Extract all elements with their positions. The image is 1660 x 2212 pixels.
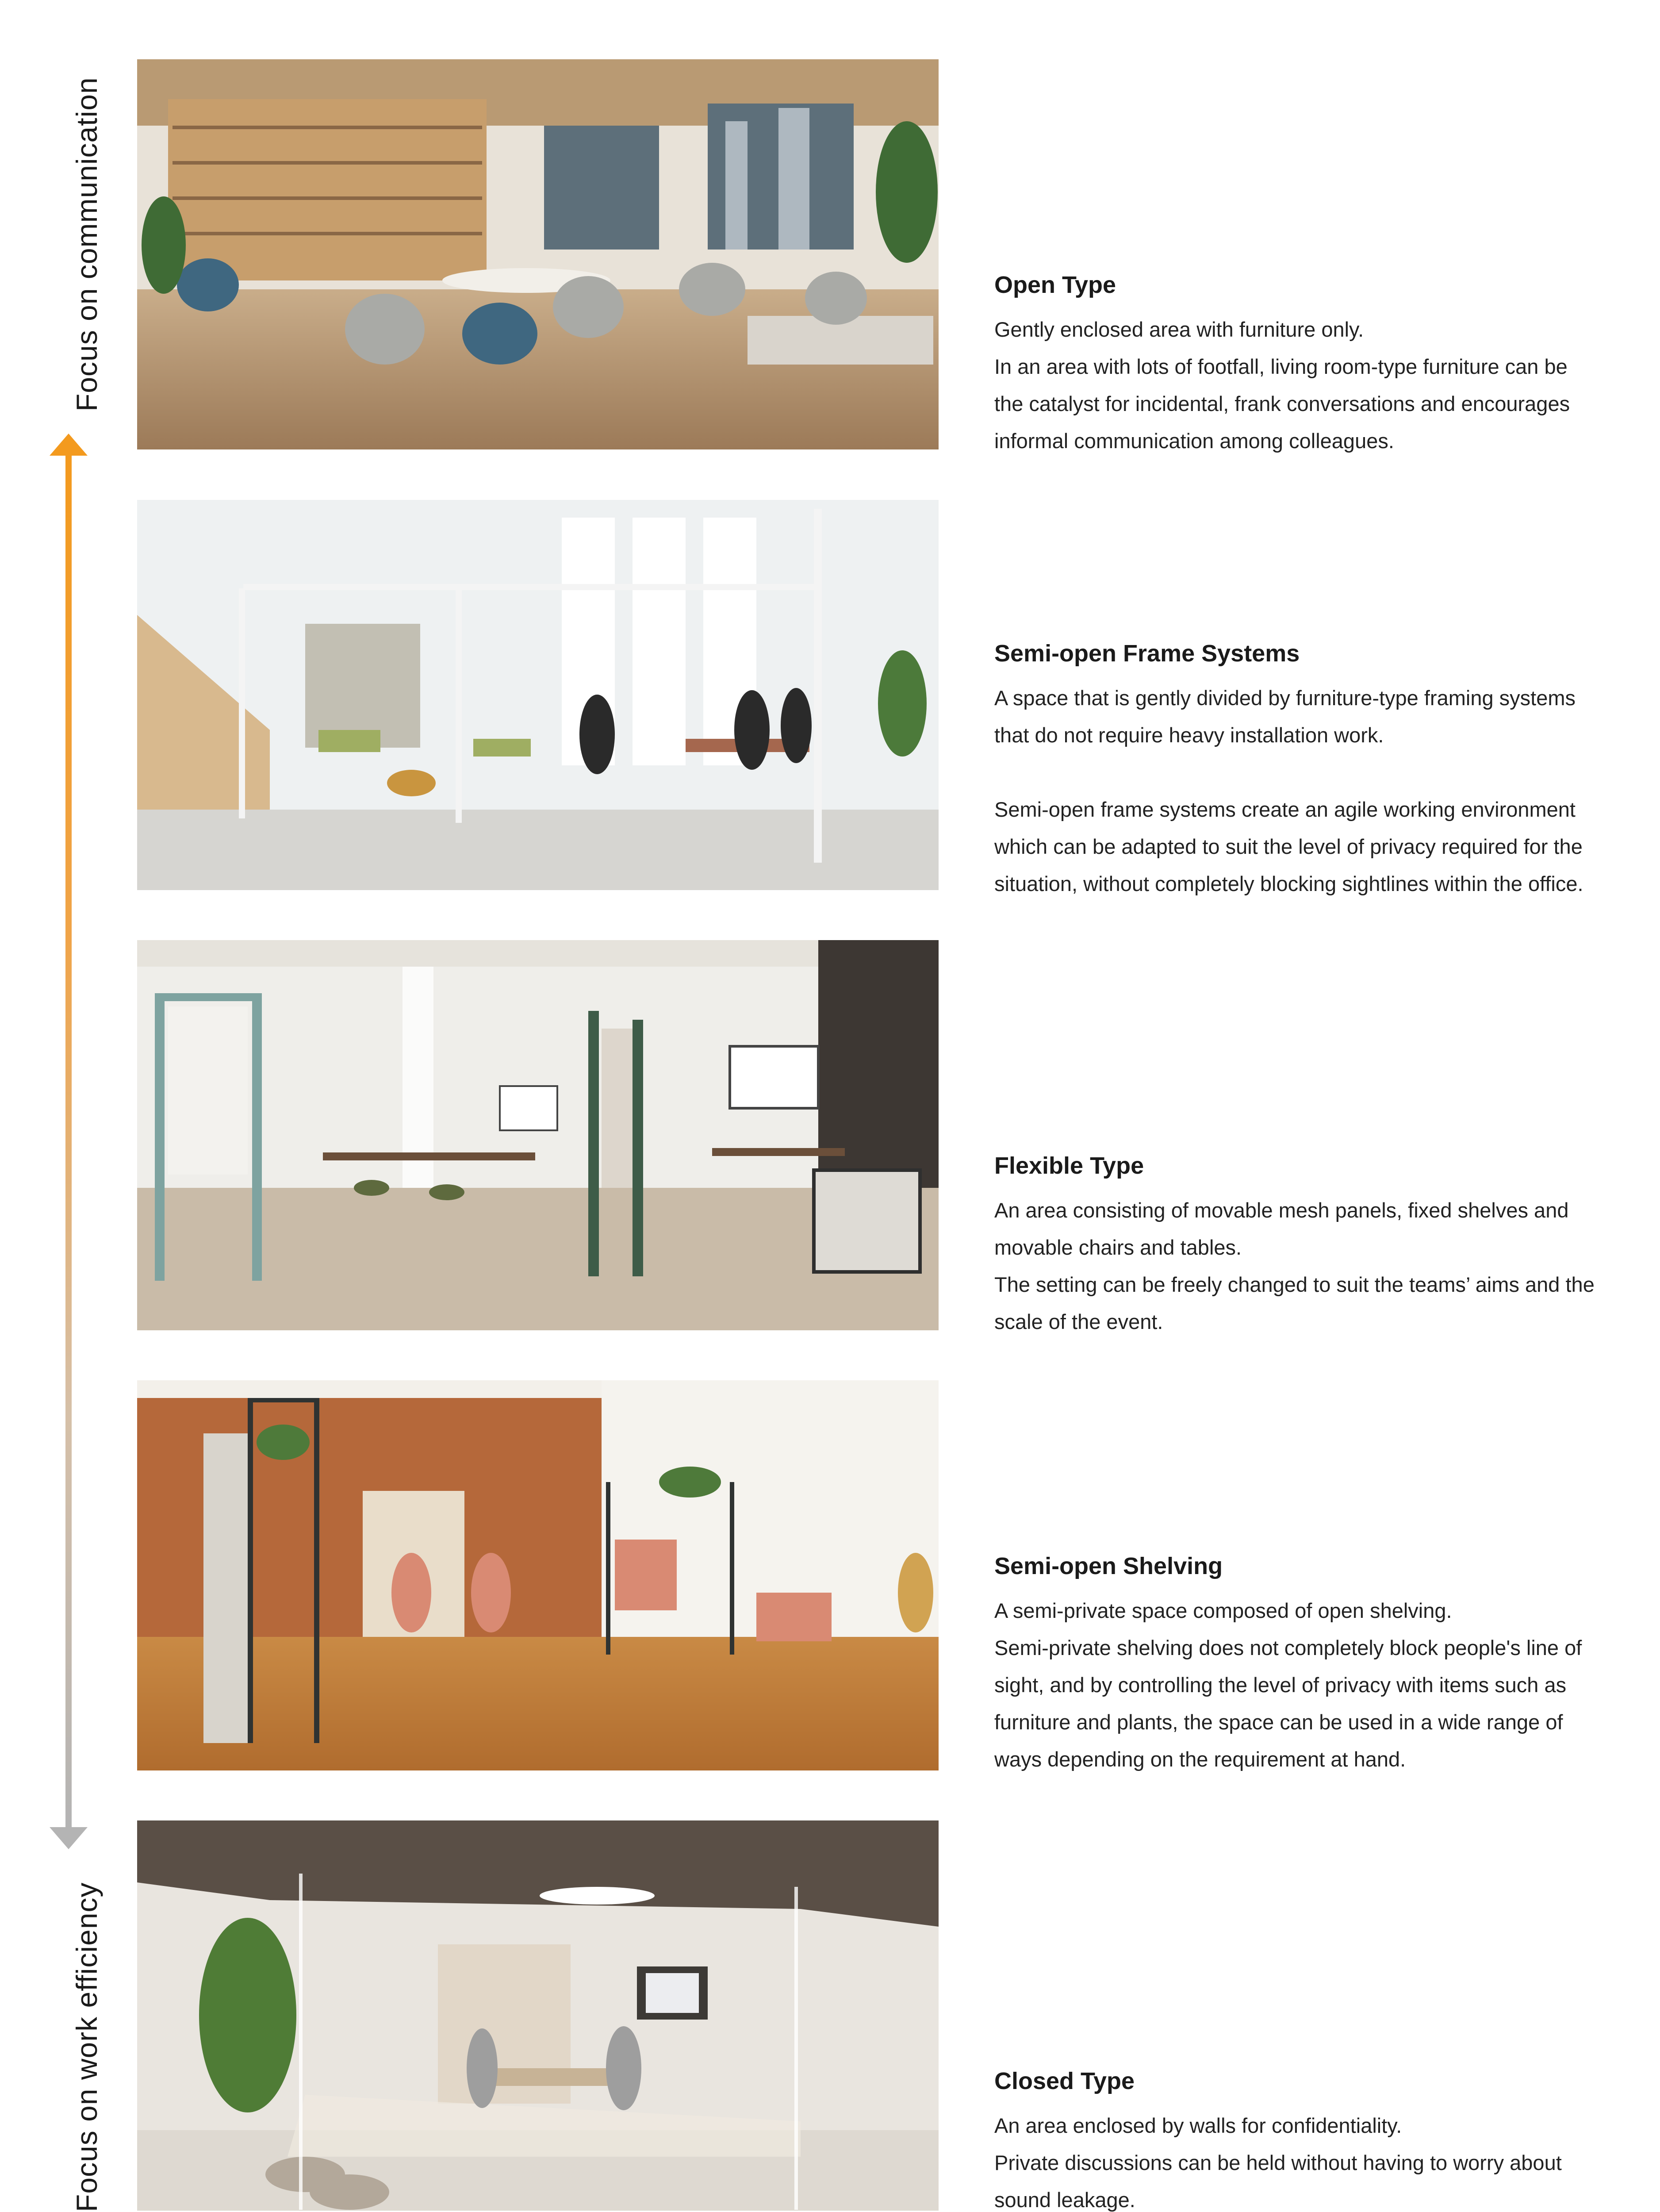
- section-line: In an area with lots of footfall, living room-type furniture can be: [994, 354, 1568, 378]
- section-line: Semi-open frame systems create an agile working environment: [994, 797, 1576, 821]
- section-title: Flexible Type: [994, 1152, 1144, 1179]
- photo-open-type: [137, 59, 939, 449]
- section-line: the catalyst for incidental, frank conversations and encourages: [994, 392, 1570, 415]
- section-line: that do not require heavy installation work.: [994, 723, 1384, 747]
- section-open-type: [994, 271, 1631, 460]
- section-line: The setting can be freely changed to suit the teams’ aims and the: [994, 1272, 1595, 1296]
- photo-semi-open-frame-systems: [137, 500, 939, 890]
- section-line: Private discussions can be held without having to worry about: [994, 2151, 1562, 2174]
- section-line: informal communication among colleagues.: [994, 429, 1394, 453]
- section-line: Semi-private shelving does not completely block people's line of: [994, 1636, 1582, 1659]
- section-title: Open Type: [994, 272, 1116, 298]
- section-title: Closed Type: [994, 2068, 1135, 2094]
- photo-flexible-type: [137, 940, 939, 1330]
- photo-closed-type: [137, 1820, 939, 2211]
- section-line: Gently enclosed area with furniture only.: [994, 317, 1364, 341]
- axis-arrow-shaft: [65, 451, 72, 1827]
- section-line: furniture and plants, the space can be used in a wide range of: [994, 1710, 1563, 1734]
- axis-top-label: Focus on communication: [70, 77, 103, 411]
- section-line: which can be adapted to suit the level of privacy required for the: [994, 834, 1583, 858]
- photo-semi-open-shelving: [137, 1380, 939, 1770]
- section-line: scale of the event.: [994, 1310, 1163, 1333]
- section-title: Semi-open Frame Systems: [994, 640, 1300, 667]
- section-line: movable chairs and tables.: [994, 1235, 1242, 1259]
- section-line: An area consisting of movable mesh panels, fixed shelves and: [994, 1198, 1569, 1222]
- section-line: sound leakage.: [994, 2188, 1135, 2212]
- axis-bottom-label: Focus on work efficiency: [70, 1882, 103, 2212]
- section-flexible-type: [994, 1152, 1631, 1340]
- section-semi-open-frame-systems: [994, 639, 1631, 902]
- section-line: ways depending on the requirement at hand.: [994, 1747, 1406, 1771]
- arrow-down-icon: [50, 1827, 88, 1849]
- arrow-up-icon: [50, 434, 88, 456]
- section-semi-open-shelving: [994, 1552, 1631, 1778]
- section-line: sight, and by controlling the level of privacy with items such as: [994, 1673, 1567, 1697]
- section-title: Semi-open Shelving: [994, 1553, 1223, 1579]
- section-closed-type: [994, 2067, 1631, 2212]
- section-line: A semi-private space composed of open shelving.: [994, 1598, 1452, 1622]
- section-line: situation, without completely blocking sightlines within the office.: [994, 872, 1583, 895]
- section-line: A space that is gently divided by furniture-type framing systems: [994, 686, 1576, 710]
- section-line: An area enclosed by walls for confidentiality.: [994, 2113, 1402, 2137]
- axis-arrow: [49, 434, 88, 1849]
